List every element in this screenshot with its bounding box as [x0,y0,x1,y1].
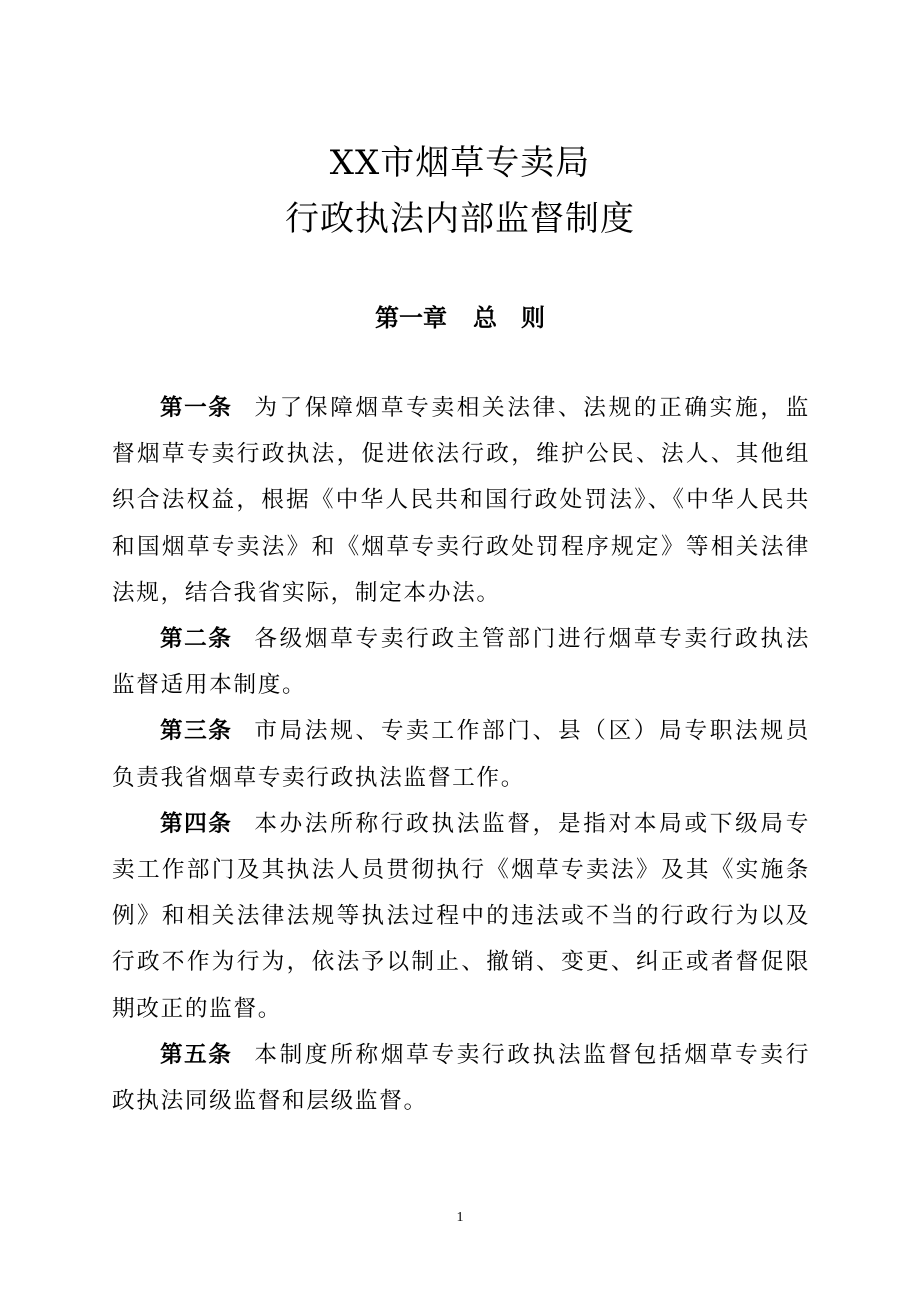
chapter-heading [0,302,920,334]
article-text: 市局法规、专卖工作部门、县（区）局专职法规员负责我省烟草专卖行政执法监督工作。 [112,718,810,791]
article-paragraph [112,616,810,708]
article-paragraph [112,801,810,1032]
article-number: 第五条 [160,1041,233,1068]
article-text: 为了保障烟草专卖相关法律、法规的正确实施，监督烟草专卖行政执法，促进依法行政，维护公民、法人、其他组织合法权益，根据《中华人民共和国行政处罚法》、《中华人民共和国烟草专卖法》和《烟草专卖行政处罚程序规定》等相关法律法规，结合我省实际，制定本办法。 [112,395,810,606]
article-number: 第一条 [160,395,233,421]
article-paragraph [112,385,810,616]
article-number: 第二条 [160,626,233,653]
page-number: 1 [456,1210,464,1225]
article-paragraph [112,1032,810,1124]
chapter-number: 第一章 [375,304,447,332]
article-number: 第三条 [160,718,233,745]
article-number: 第四条 [160,810,233,837]
document-title-line-1: XX市烟草专卖局 [329,143,591,183]
article-paragraph [112,708,810,800]
document-title-line-2: 行政执法内部监督制度 [285,199,635,239]
chapter-name: 总 则 [473,304,545,332]
article-text: 本制度所称烟草专卖行政执法监督包括烟草专卖行政执法同级监督和层级监督。 [112,1041,810,1115]
article-text: 各级烟草专卖行政主管部门进行烟草专卖行政执法监督适用本制度。 [112,626,810,699]
document-body [112,385,810,1124]
article-text: 本办法所称行政执法监督，是指对本局或下级局专卖工作部门及其执法人员贯彻执行《烟草专卖法》及其《实施条例》和相关法律法规等执法过程中的违法或不当的行政行为以及行政不作为行为，依法予以制止、撤销、变更、纠正或者督促限期改正的监督。 [112,810,810,1022]
